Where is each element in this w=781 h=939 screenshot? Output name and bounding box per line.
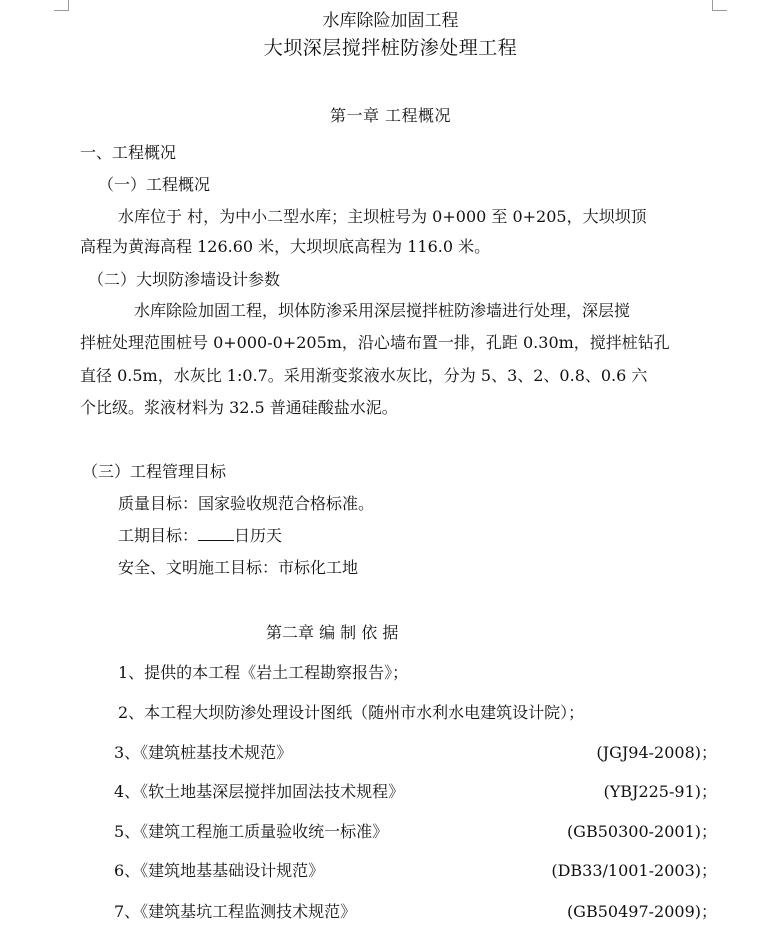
- reference-code: (GB50497-2009)；: [566, 902, 717, 921]
- section-1-heading: 一、工程概况: [80, 143, 177, 162]
- duration-target: [118, 523, 282, 546]
- chapter-1-heading: 第一章 工程概况: [329, 106, 452, 125]
- reference-item: 2、本工程大坝防渗处理设计图纸（随州市水利水电建筑设计院）；: [118, 703, 585, 722]
- subsection-3-heading: （三）工程管理目标: [82, 462, 227, 481]
- paragraph-line: 个比级。浆液材料为 32.5 普通硅酸盐水泥。: [80, 398, 398, 417]
- duration-target-unit: 日历天: [234, 526, 283, 545]
- subsection-2-heading: （二）大坝防渗墙设计参数: [88, 270, 281, 289]
- paragraph-line: 水库位于 村，为中小二型水库；主坝桩号为 0+000 至 0+205，大坝坝顶: [118, 207, 647, 226]
- paragraph-line: 高程为黄海高程 126.60 米，大坝坝底高程为 116.0 米。: [80, 237, 491, 256]
- reference-code: (JGJ94-2008)；: [596, 743, 717, 762]
- subsection-1-heading: （一）工程概况: [98, 175, 211, 194]
- reference-item: 6、《建筑地基基础设计规范》: [114, 861, 325, 880]
- reference-code: (YBJ225-91)；: [603, 782, 717, 801]
- duration-target-label: 工期目标：: [118, 526, 199, 545]
- reference-item: 7、《建筑基坑工程监测技术规范》: [114, 902, 357, 921]
- reference-code: (DB33/1001-2003)；: [551, 861, 717, 880]
- reference-item: 1、提供的本工程《岩土工程勘察报告》；: [118, 663, 409, 682]
- safety-target: 安全、文明施工目标：市标化工地: [118, 558, 359, 577]
- reference-code: (GB50300-2001)；: [566, 822, 717, 841]
- document-title: 水库除险加固工程: [322, 11, 459, 31]
- reference-item: 3、《建筑桩基技术规范》: [114, 743, 293, 762]
- paragraph-line: 水库除险加固工程，坝体防渗采用深层搅拌桩防渗墙进行处理，深层搅: [134, 301, 631, 320]
- document-subtitle: 大坝深层搅拌桩防渗处理工程: [263, 37, 518, 59]
- reference-item: 4、《软土地基深层搅拌加固法技术规程》: [114, 782, 405, 801]
- reference-item: 5、《建筑工程施工质量验收统一标准》: [114, 822, 389, 841]
- quality-target: 质量目标：国家验收规范合格标准。: [118, 494, 375, 513]
- paragraph-line: 直径 0.5m，水灰比 1:0.7。采用渐变浆液水灰比，分为 5、3、2、0.8、0.6 六: [80, 366, 648, 385]
- paragraph-line: 拌桩处理范围桩号 0+000-0+205m，沿心墙布置一排，孔距 0.30m，搅拌桩钻孔: [80, 333, 670, 352]
- chapter-2-heading: 第二章 编 制 依 据: [266, 623, 399, 642]
- duration-blank: [198, 526, 234, 541]
